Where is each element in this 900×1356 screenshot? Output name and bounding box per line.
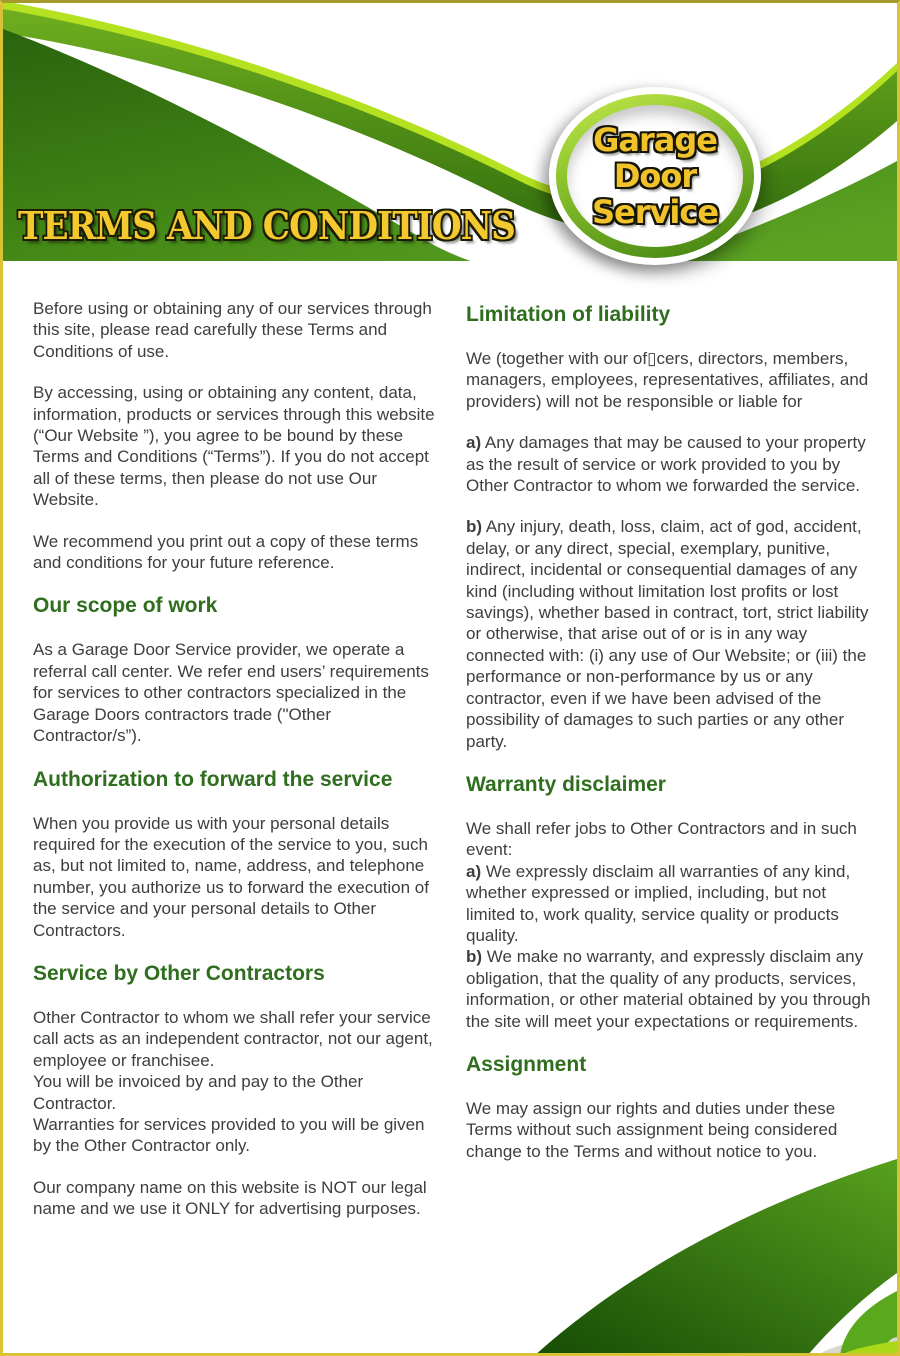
- intro-paragraph-1: Before using or obtaining any of our services through this site, please read carefully these Terms and Conditions of use.: [33, 299, 432, 361]
- service-line-3: Warranties for services provided to you will be given by the Other Contractor only.: [33, 1114, 425, 1156]
- warranty-item-b-label: b): [466, 947, 483, 967]
- badge-line-3: Service: [591, 193, 719, 231]
- warranty-intro: We shall refer jobs to Other Contractors and in such event:: [466, 818, 857, 860]
- terms-content: [33, 298, 877, 1240]
- liability-intro-paragraph: We (together with our of▯cers, directors, members, managers, employees, representatives, affiliates, and providers) will not be responsible or liable for: [466, 349, 869, 411]
- right-column: [466, 298, 877, 1240]
- intro-paragraph-3: We recommend you print out a copy of these terms and conditions for your future reference.: [33, 531, 419, 573]
- company-name-paragraph: Our company name on this website is NOT our legal name and we use it ONLY for advertising purposes.: [33, 1177, 427, 1219]
- warranty-item-a-label: a): [466, 861, 482, 881]
- heading-limitation-of-liability: Limitation of liability: [466, 303, 671, 326]
- warranty-item-b-text: We make no warranty, and expressly disclaim any obligation, that the quality of any products, services, information, or other material obtained by you through the site will meet your expectations or requirements.: [466, 947, 871, 1031]
- badge-line-1: Garage: [593, 121, 717, 159]
- scope-paragraph: As a Garage Door Service provider, we operate a referral call center. We refer end users’ requirements for services to other contractors specialized in the Garage Doors contractors trade ("Other Contractor/s”).: [33, 640, 429, 746]
- warranty-paragraph: [466, 818, 877, 1032]
- heading-assignment: Assignment: [466, 1052, 587, 1076]
- badge-inner-circle: [567, 105, 743, 247]
- badge-line-2: Door: [613, 157, 697, 195]
- authorization-paragraph: When you provide us with your personal details required for the execution of the service to you, such as, but not limited to, name, address, and telephone number, you authorize us to forward the execution of the service and your personal details to Other Contractors.: [33, 813, 429, 940]
- page-title: TERMS AND CONDITIONS: [18, 203, 515, 248]
- heading-scope-of-work: Our scope of work: [33, 594, 218, 618]
- liability-item-a-text: Any damages that may be caused to your property as the result of service or work provided to you by Other Contractor to whom we forwarded the service.: [466, 433, 866, 496]
- intro-paragraph-2: By accessing, using or obtaining any content, data, information, products or services through this website (“Our Website ”), you agree to be bound by these Terms and Conditions (“Terms”). If you do not accept all of these terms, then please do not use Our Website.: [33, 383, 435, 510]
- liability-item-a-label: a): [466, 433, 482, 453]
- service-line-2: You will be invoiced by and pay to the Other Contractor.: [33, 1072, 364, 1113]
- service-line-1: Other Contractor to whom we shall refer your service call acts as an independent contractor, not our agent, employee or franchisee.: [33, 1007, 433, 1070]
- liability-item-a: [466, 432, 877, 496]
- heading-authorization: Authorization to forward the service: [33, 767, 393, 791]
- heading-warranty-disclaimer: Warranty disclaimer: [466, 772, 666, 796]
- footer-dark-band: [537, 1159, 897, 1353]
- assignment-paragraph: We may assign our rights and duties under these Terms without such assignment being considered change to the Terms and without notice to you.: [466, 1098, 838, 1161]
- liability-item-b-text: Any injury, death, loss, claim, act of god, accident, delay, or any direct, special, exemplary, punitive, indirect, incidental or consequential damages of any kind (including without limitation lost profits or lost savings), whether based in contract, tort, strict liability or otherwise, that arise out of or is in any way connected with: (i) any use of Our Website; or (iii) the performance or non-performance by us or any contractor, even if we have been advised of the possibility of damages to such parties or any other party.: [466, 517, 869, 751]
- liability-item-b-label: b): [466, 517, 483, 537]
- liability-item-b: [466, 516, 877, 751]
- footer-wave-artwork: [3, 1125, 897, 1353]
- left-column: [33, 298, 444, 1240]
- garage-door-service-badge: [549, 87, 761, 265]
- heading-service-by-other-contractors: Service by Other Contractors: [33, 961, 325, 985]
- warranty-item-a-text: We expressly disclaim all warranties of any kind, whether expressed or implied, including, but not limited to, work quality, service quality or products quality.: [466, 861, 851, 945]
